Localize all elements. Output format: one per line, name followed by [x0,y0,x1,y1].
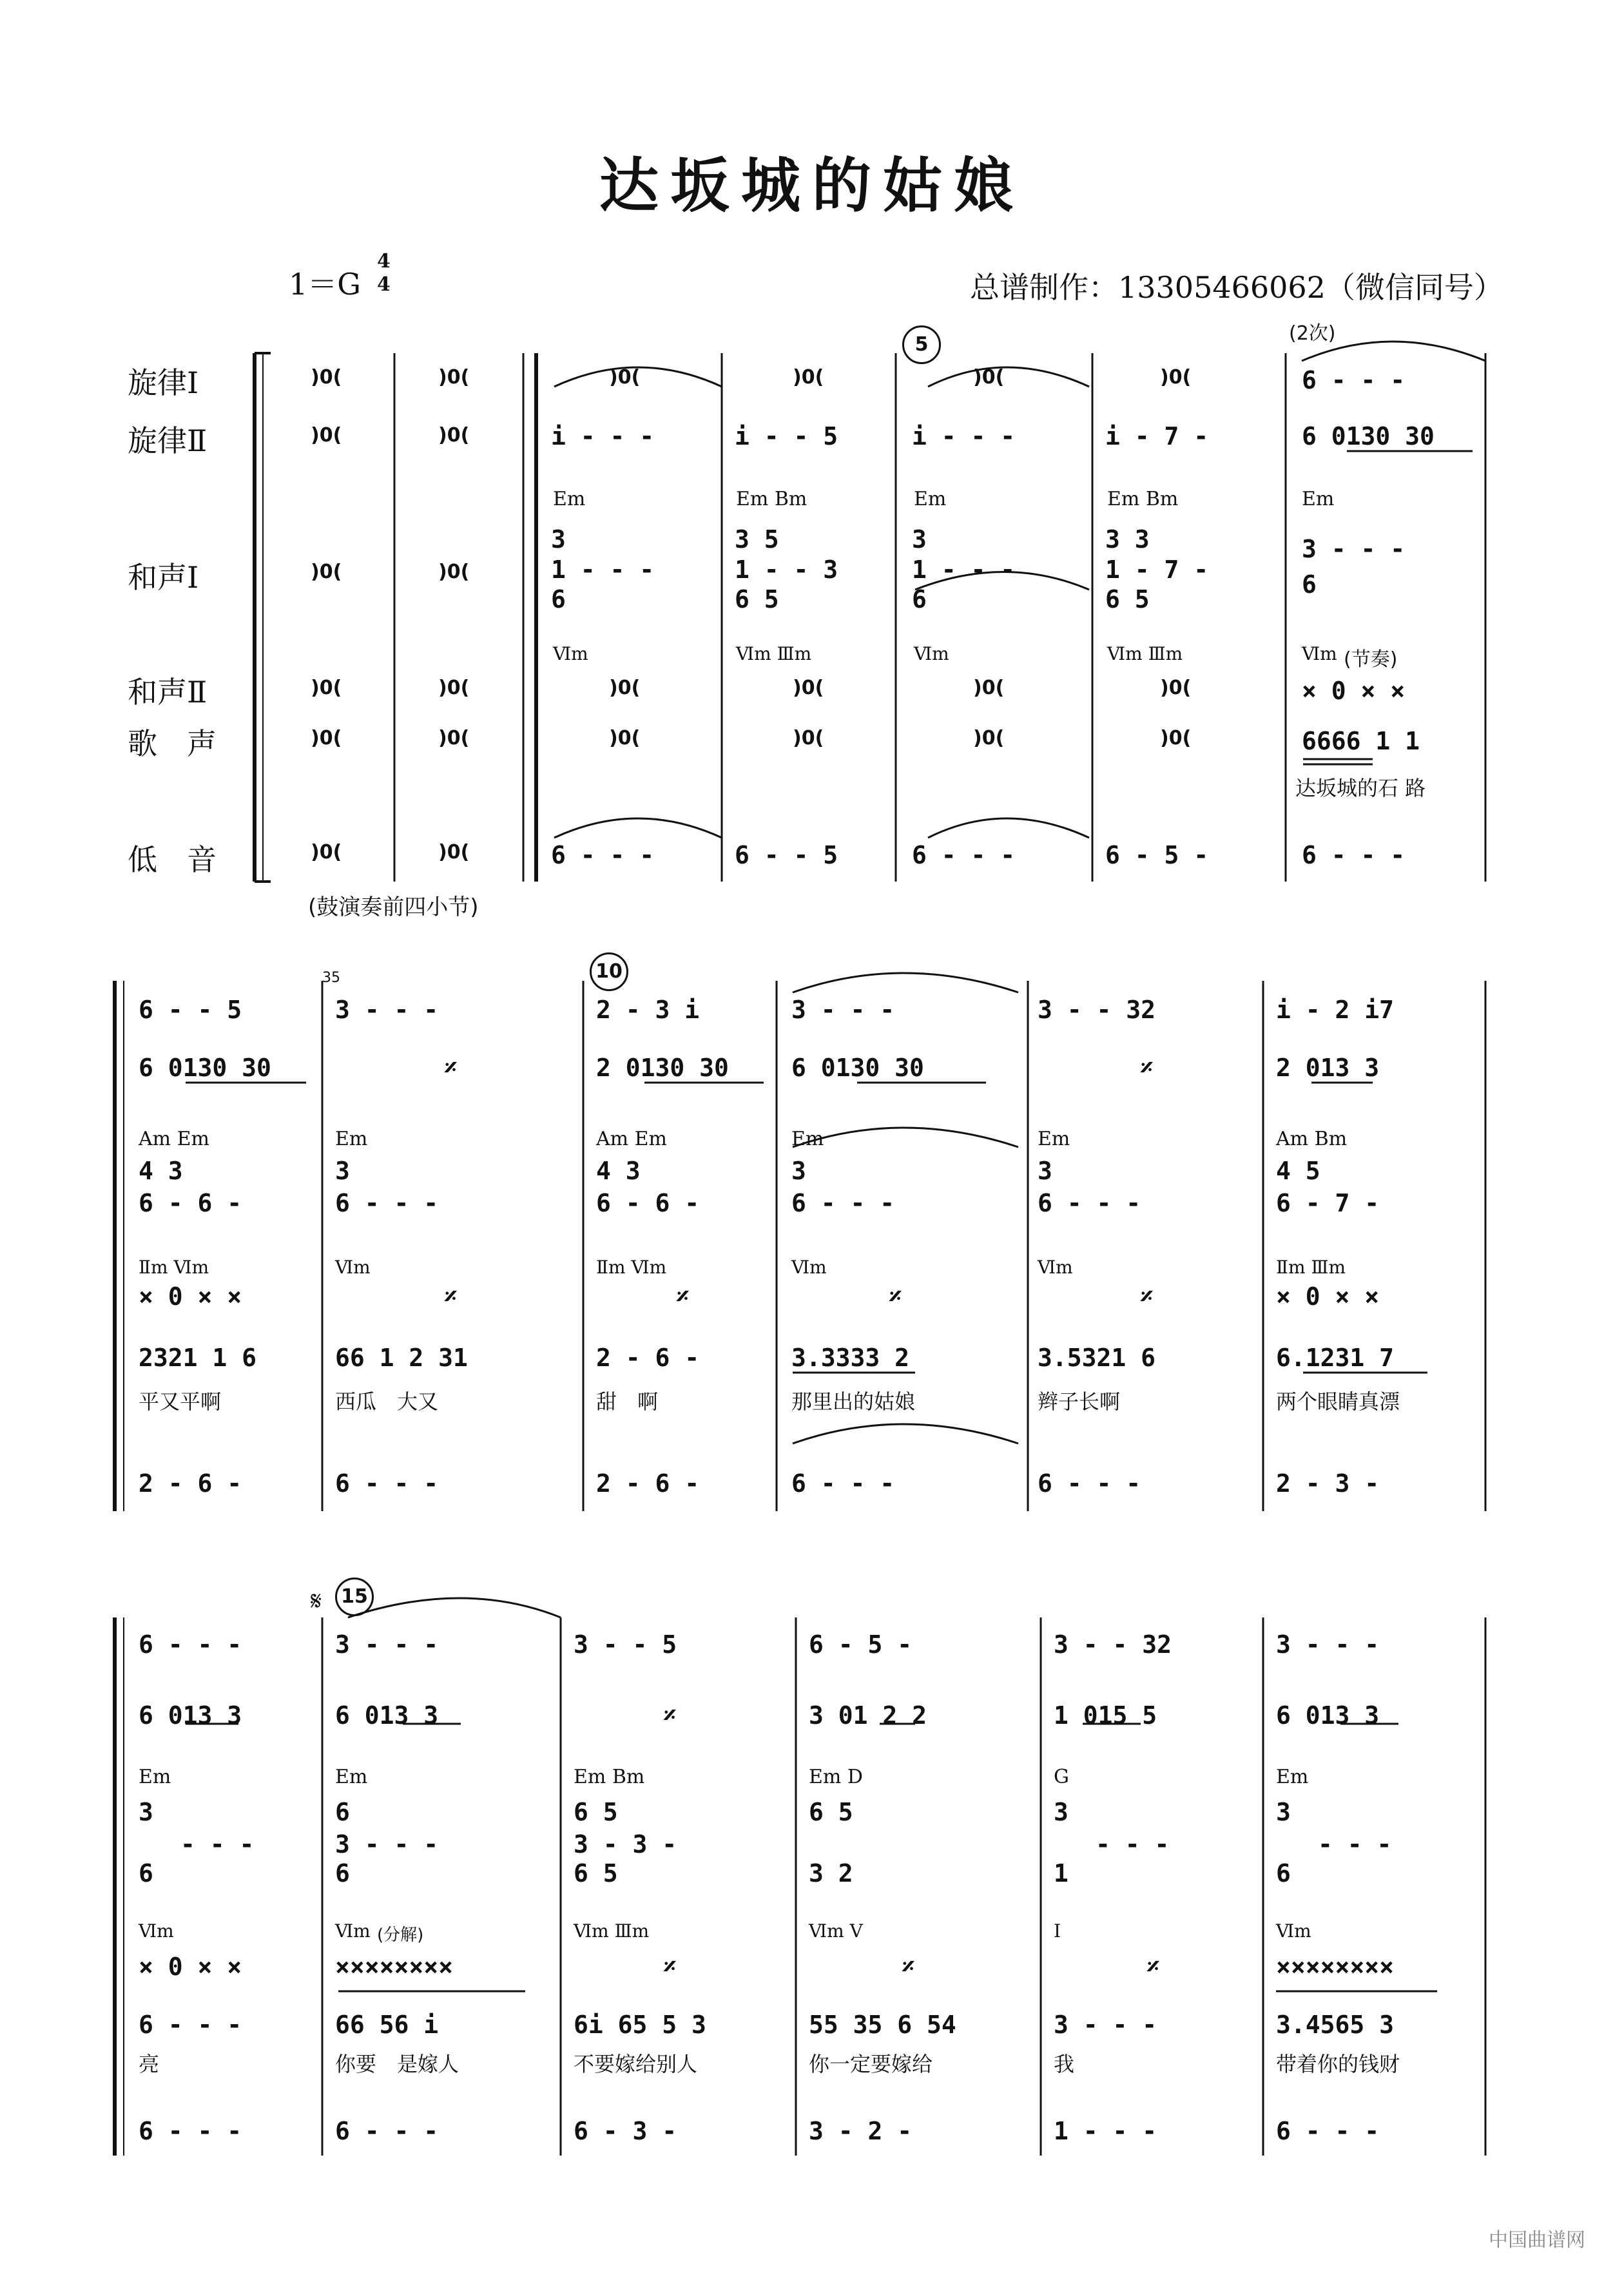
lyric-text: 带着你的钱财 [1276,2052,1400,2076]
chord-symbol: Em [335,1128,368,1150]
rest-symbol: )0( [1160,677,1192,699]
roman-numeral: Ⅱm Ⅵm [139,1257,209,1278]
chord-symbol: G [1054,1766,1069,1788]
repeat-sign: 𝄎 [445,1282,457,1311]
melody2-note: 1 015 5 [1054,1701,1157,1730]
rest-symbol: )0( [438,727,470,749]
roman-numeral: Ⅵm [335,1257,371,1278]
melody1-note: 6 - 5 - [809,1630,913,1659]
harmony2-note: ×××××××× [1276,1953,1395,1981]
harmony1-note: 3 2 [809,1859,853,1887]
repeat-sign: 𝄎 [664,1701,676,1730]
harmony1-note: 3 - - - [335,1830,439,1858]
bass-note: 1 - - - [1054,2117,1157,2145]
bass-note: 6 - - - [791,1469,895,1498]
bass-note: 6 - - 5 [735,841,838,869]
rehearsal-mark: 10 [590,952,628,991]
rest-symbol: )0( [793,366,824,389]
roman-numeral: Ⅵm Ⅲm [1107,643,1183,664]
melody2-note: i - - - [912,422,1016,450]
harmony1-note: - - - [1318,1830,1392,1858]
segno-sign: 𝄋 [311,1587,322,1616]
harmony1-note: 1 [1054,1859,1068,1887]
chord-symbol: Em Bm [1107,488,1179,510]
harmony1-note: 6 5 [1105,585,1150,613]
rest-symbol: )0( [793,727,824,749]
chord-symbol: Em [1276,1766,1309,1788]
melody2-note: i - - - [551,422,655,450]
lyric-text: 不要嫁给别人 [574,2052,698,2076]
harmony1-note: 6 5 [809,1798,853,1826]
harmony1-note: 3 [335,1157,350,1185]
chord-symbol: Em [1302,488,1335,510]
melody2-note: i - - 5 [735,422,838,450]
chord-symbol: Am Em [596,1128,667,1150]
rest-symbol: )0( [1160,366,1192,389]
harmony1-note: 3 [912,525,927,554]
melody2-note: 2 013 3 [1276,1054,1380,1082]
chord-symbol: Em [553,488,586,510]
rest-symbol: )0( [438,424,470,447]
harmony1-note: 6 - 7 - [1276,1189,1380,1217]
roman-numeral: Ⅵm Ⅲm [574,1920,650,1942]
lyric-text: 你一定要嫁给 [809,2052,933,2076]
label-melody-1: 旋律Ⅰ [128,365,199,400]
repeat-sign: 𝄎 [664,1953,676,1981]
melody1-note: 3 - - 5 [574,1630,677,1659]
harmony2-note: × 0 × × [139,1282,242,1311]
chord-symbol: Em [914,488,947,510]
roman-numeral: Ⅵm [1276,1920,1311,1942]
vocal-note: 6i 65 5 3 [574,2011,706,2039]
harmony2-note: × 0 × × [1302,677,1406,705]
rest-symbol: )0( [609,727,641,749]
vocal-note: 3.5321 6 [1038,1344,1156,1372]
roman-numeral: Ⅵm [1302,643,1337,664]
harmony2-note: ×××××××× [335,1953,454,1981]
melody1-note: 6 - - - [1302,366,1406,394]
roman-numeral: Ⅱm Ⅲm [1276,1257,1346,1278]
bass-note: 6 - - - [335,2117,439,2145]
vocal-note: 3.4565 3 [1276,2011,1395,2039]
harmony1-note: 6 [335,1798,350,1826]
harmony1-note: 1 - - 3 [735,555,838,584]
melody2-note: 6 0130 30 [791,1054,924,1082]
rest-symbol: )0( [438,841,470,864]
bass-note: 6 - 5 - [1105,841,1209,869]
label-harmony-2: 和声Ⅱ [128,675,208,709]
lyric-text: 甜 啊 [596,1389,659,1414]
harmony1-note: 6 - - - [791,1189,895,1217]
roman-numeral: Ⅵm [914,643,949,664]
harmony1-note: 3 [791,1157,806,1185]
repeat-sign: 𝄎 [445,1054,457,1082]
vocal-note: 6666 1 1 [1302,727,1420,755]
harmony2-note: × 0 × × [1276,1282,1380,1311]
melody2-note: 6 0130 30 [139,1054,271,1082]
vocal-note: 3 - - - [1054,2011,1157,2039]
repeat-sign: 𝄎 [1141,1282,1153,1311]
roman-numeral: Ⅵm [139,1920,174,1942]
rest-symbol: )0( [311,727,342,749]
bass-note: 2 - 6 - [139,1469,242,1498]
harmony1-note: - - - [180,1830,255,1858]
bass-note: 6 - - - [1038,1469,1141,1498]
roman-numeral: Ⅵm Ⅲm [736,643,812,664]
roman-numeral: Ⅵm [1038,1257,1073,1278]
score-credit: 总谱制作：13305466062（微信同号） [970,270,1503,305]
harmony1-note: 6 - 6 - [596,1189,700,1217]
repeat-sign: 𝄎 [677,1282,689,1311]
harmony1-note: 6 5 [574,1859,618,1887]
melody2-note: 6 013 3 [1276,1701,1380,1730]
harmony1-note: 6 5 [574,1798,618,1826]
melody1-note: 6 - - - [139,1630,242,1659]
label-bass: 低 音 [128,842,217,877]
melody1-note: 3 - - 32 [1054,1630,1172,1659]
bass-note: 6 - 3 - [574,2117,677,2145]
time-signature-top: 4 [377,250,391,273]
harmony1-note: 3 3 [1105,525,1150,554]
label-vocal: 歌 声 [128,726,217,761]
melody2-note: 6 013 3 [335,1701,439,1730]
roman-numeral: Ⅵm [791,1257,827,1278]
label-harmony-1: 和声Ⅰ [128,560,199,595]
harmony1-note: 6 [551,585,566,613]
melody2-note: 3 01 2 2 [809,1701,927,1730]
lyric-text: 西瓜 大又 [335,1389,439,1414]
harmony1-note: 6 [912,585,927,613]
bass-note: 3 - 2 - [809,2117,913,2145]
lyric-text: 辫子长啊 [1038,1389,1121,1414]
lyric-text: 亮 [139,2052,160,2076]
lyric-text: 你要 是嫁人 [335,2052,459,2076]
chord-symbol: Em [139,1766,171,1788]
harmony1-note: 1 - 7 - [1105,555,1209,584]
melody1-note: 3 - - - [1276,1630,1380,1659]
harmony1-note: 6 - 6 - [139,1189,242,1217]
vocal-note: 66 56 i [335,2011,439,2039]
chord-symbol: Am Bm [1276,1128,1348,1150]
melody2-note: 6 013 3 [139,1701,242,1730]
melody1-note: 3 - - - [335,1630,439,1659]
harmony1-note: 6 [1302,570,1317,599]
harmony1-note: 3 5 [735,525,779,554]
rest-symbol: )0( [609,677,641,699]
harmony1-note: 6 [1276,1859,1291,1887]
chord-symbol: Em [335,1766,368,1788]
rest-symbol: )0( [973,366,1005,389]
roman-numeral: Ⅱm Ⅵm [596,1257,667,1278]
chord-symbol: Em [1038,1128,1070,1150]
rest-symbol: )0( [311,677,342,699]
vocal-note: 66 1 2 31 [335,1344,468,1372]
bass-note: 6 - - - [1302,841,1406,869]
melody1-note: 2 - 3 i [596,996,700,1024]
harmony1-note: 3 [1276,1798,1291,1826]
rhythm-note: (节奏) [1344,648,1398,671]
roman-numeral: Ⅰ [1054,1920,1061,1942]
melody1-note: 3 - - - [335,996,439,1024]
repeat-sign: 𝄎 [1147,1953,1159,1981]
lyric-text: 平又平啊 [139,1389,222,1414]
harmony1-note: 3 [1054,1798,1068,1826]
vocal-note: 2 - 6 - [596,1344,700,1372]
lyric-text: 我 [1054,2052,1075,2076]
lyric-text: 两个眼睛真漂 [1276,1389,1400,1414]
page-title: 达坂城的姑娘 [599,151,1025,220]
chord-symbol: Em [791,1128,824,1150]
harmony1-note: 3 - 3 - [574,1830,677,1858]
rehearsal-mark: 15 [335,1578,374,1616]
vocal-note: 2321 1 6 [139,1344,257,1372]
rest-symbol: )0( [793,677,824,699]
lyric-text: 那里出的姑娘 [791,1389,916,1414]
chord-symbol: Am Em [139,1128,209,1150]
bass-note: 6 - - - [335,1469,439,1498]
arpeggio-note: (分解) [377,1926,424,1945]
watermark-logo: 中国曲谱网 [1489,2229,1585,2252]
melody1-note: 6 - - 5 [139,996,242,1024]
harmony1-note: 4 5 [1276,1157,1320,1185]
melody2-note: 6 0130 30 [1302,422,1435,450]
vocal-note: 6.1231 7 [1276,1344,1395,1372]
melody2-note: 2 0130 30 [596,1054,729,1082]
harmony1-note: 3 [551,525,566,554]
bass-note: 2 - 6 - [596,1469,700,1498]
repeat-sign: 𝄎 [1141,1054,1153,1082]
drum-intro-note: (鼓演奏前四小节) [308,894,479,920]
harmony1-note: 1 - - - [912,555,1016,584]
melody2-note: i - 7 - [1105,422,1209,450]
melody1-note: i - 2 i7 [1276,996,1395,1024]
label-melody-2: 旋律Ⅱ [128,423,208,458]
time-signature-bottom: 4 [377,273,391,296]
measure-number: 35 [322,970,340,986]
bass-note: 2 - 3 - [1276,1469,1380,1498]
harmony1-note: - - - [1096,1830,1170,1858]
harmony1-note: 3 [139,1798,153,1826]
rest-symbol: )0( [311,366,342,389]
harmony1-note: 3 - - - [1302,535,1406,563]
bass-note: 6 - - - [551,841,655,869]
key-signature: 1＝G [289,267,362,302]
vocal-note: 55 35 6 54 [809,2011,956,2039]
chord-symbol: Em D [809,1766,863,1788]
vocal-note: 3.3333 2 [791,1344,910,1372]
harmony1-note: 4 3 [596,1157,641,1185]
melody1-note: 3 - - 32 [1038,996,1156,1024]
harmony1-note: 6 [139,1859,153,1887]
rest-symbol: )0( [438,677,470,699]
repeat-count-note: (2次) [1289,322,1336,345]
chord-symbol: Em Bm [574,1766,645,1788]
roman-numeral: Ⅵm Ⅴ [809,1920,863,1942]
harmony1-note: 6 5 [735,585,779,613]
rest-symbol: )0( [438,366,470,389]
bass-note: 6 - - - [912,841,1016,869]
roman-numeral: Ⅵm [335,1920,371,1942]
harmony1-note: 6 [335,1859,350,1887]
bass-note: 6 - - - [1276,2117,1380,2145]
rest-symbol: )0( [438,561,470,583]
harmony1-note: 1 - - - [551,555,655,584]
repeat-sign: 𝄎 [889,1282,902,1311]
repeat-sign: 𝄎 [902,1953,914,1981]
rest-symbol: )0( [973,677,1005,699]
rest-symbol: )0( [1160,727,1192,749]
rest-symbol: )0( [609,366,641,389]
roman-numeral: Ⅵm [553,643,588,664]
rehearsal-mark: 5 [902,325,941,364]
lyric-text: 达坂城的石 路 [1295,776,1426,800]
vocal-note: 6 - - - [139,2011,242,2039]
rest-symbol: )0( [311,561,342,583]
harmony2-note: × 0 × × [139,1953,242,1981]
harmony1-note: 3 [1038,1157,1052,1185]
harmony1-note: 6 - - - [335,1189,439,1217]
chord-symbol: Em Bm [736,488,807,510]
melody1-note: 3 - - - [791,996,895,1024]
rest-symbol: )0( [973,727,1005,749]
rest-symbol: )0( [311,841,342,864]
bass-note: 6 - - - [139,2117,242,2145]
harmony1-note: 4 3 [139,1157,183,1185]
harmony1-note: 6 - - - [1038,1189,1141,1217]
rest-symbol: )0( [311,424,342,447]
